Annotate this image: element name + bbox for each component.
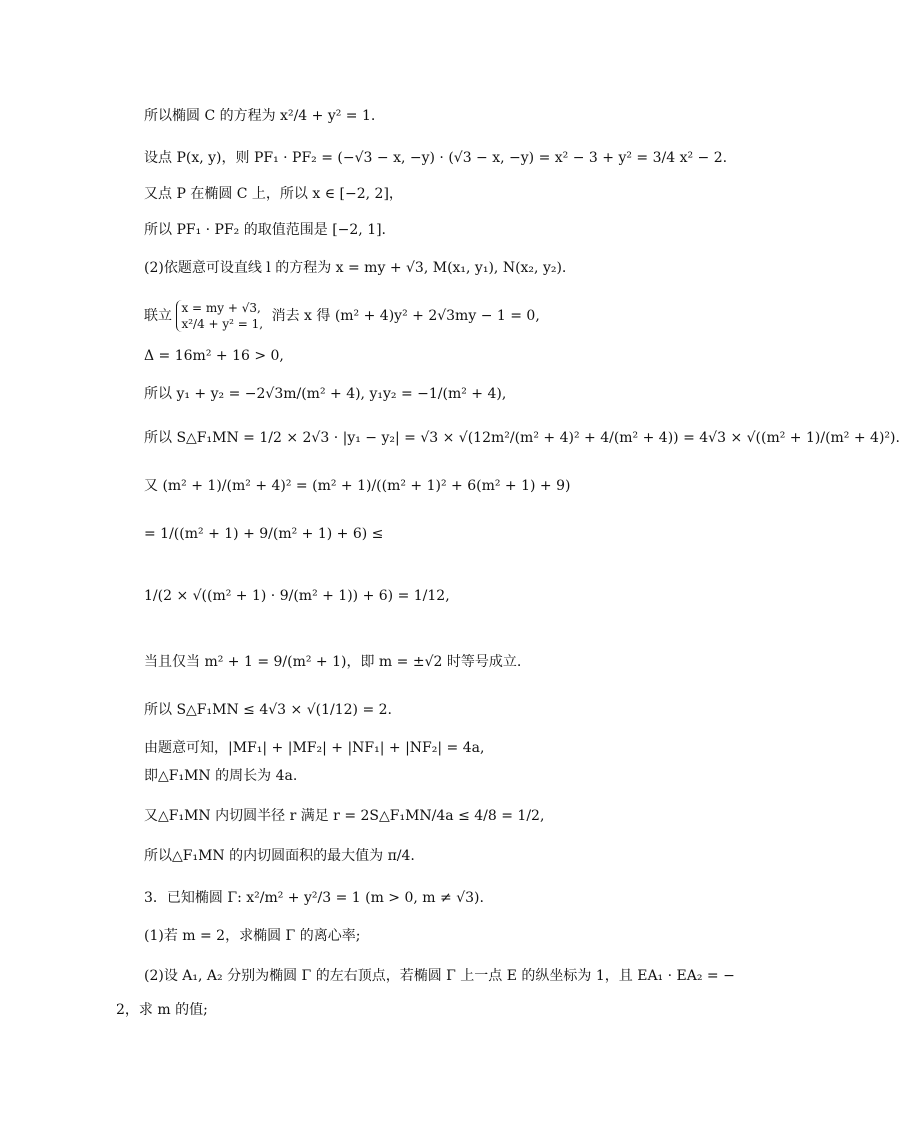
problem-3-part2: (2)设 A₁, A₂ 分别为椭圆 Γ 的左右顶点，若椭圆 Γ 上一点 E 的纵坐标为 1，且 EA₁ · EA₂ = − xyxy=(144,968,735,984)
text-line-am-gm: 1/(2 × √((m² + 1) · 9/(m² + 1)) + 6) = 1/12, xyxy=(144,588,450,604)
text-line-value-range: 所以 PF₁ · PF₂ 的取值范围是 [−2, 1]. xyxy=(144,222,387,238)
text-line-ellipse-equation: 所以椭圆 C 的方程为 x²/4 + y² = 1. xyxy=(144,108,376,124)
text-line-discriminant: Δ = 16m² + 16 > 0, xyxy=(144,348,284,364)
text-line-area: 所以 S△F₁MN = 1/2 × 2√3 · |y₁ − y₂| = √3 × √(12m²/(m² + 4)² + 4/(m² + 4)) = 4√3 × √((m² + 1)/(m² + 4)²). xyxy=(144,430,900,446)
system-result: 消去 x 得 (m² + 4)y² + 2√3my − 1 = 0, xyxy=(271,308,540,324)
problem-3-part2-continued: 2，求 m 的值; xyxy=(116,1002,208,1018)
problem-3-part1: (1)若 m = 2，求椭圆 Γ 的离心率; xyxy=(144,928,361,944)
text-line-vieta: 所以 y₁ + y₂ = −2√3m/(m² + 4), y₁y₂ = −1/(m² + 4), xyxy=(144,386,507,402)
text-line-max-area: 所以△F₁MN 的内切圆面积的最大值为 π/4. xyxy=(144,848,415,864)
system-eq-1: x = my + √3, xyxy=(181,301,261,315)
text-line-fraction-simplify: = 1/((m² + 1) + 9/(m² + 1) + 6) ≤ xyxy=(144,526,384,542)
text-line-system xyxy=(144,300,540,332)
text-line-x-range: 又点 P 在椭圆 C 上，所以 x ∈ [−2, 2]， xyxy=(144,186,403,202)
text-line-equality-condition: 当且仅当 m² + 1 = 9/(m² + 1)，即 m = ±√2 时等号成立. xyxy=(144,654,522,670)
text-line-inradius: 又△F₁MN 内切圆半径 r 满足 r = 2S△F₁MN/4a ≤ 4/8 = 1/2, xyxy=(144,808,545,824)
text-line-dot-product: 设点 P(x, y)，则 PF₁ · PF₂ = (−√3 − x, −y) · (√3 − x, −y) = x² − 3 + y² = 3/4 x² − 2. xyxy=(144,150,728,166)
text-line-fraction-rewrite: 又 (m² + 1)/(m² + 4)² = (m² + 1)/((m² + 1)² + 6(m² + 1) + 9) xyxy=(144,478,571,494)
text-line-perimeter-sum: 由题意可知，|MF₁| + |MF₂| + |NF₁| + |NF₂| = 4a, xyxy=(144,740,485,756)
text-line-area-bound: 所以 S△F₁MN ≤ 4√3 × √(1/12) = 2. xyxy=(144,702,392,718)
text-line-perimeter: 即△F₁MN 的周长为 4a. xyxy=(144,768,298,784)
system-label: 联立 xyxy=(144,308,172,324)
equation-system xyxy=(176,300,263,332)
problem-3-statement: 3．已知椭圆 Γ: x²/m² + y²/3 = 1 (m > 0, m ≠ √3). xyxy=(144,890,484,906)
system-eq-2: x²/4 + y² = 1, xyxy=(181,317,264,331)
text-line-part2-setup: (2)依题意可设直线 l 的方程为 x = my + √3, M(x₁, y₁), N(x₂, y₂). xyxy=(144,260,567,276)
